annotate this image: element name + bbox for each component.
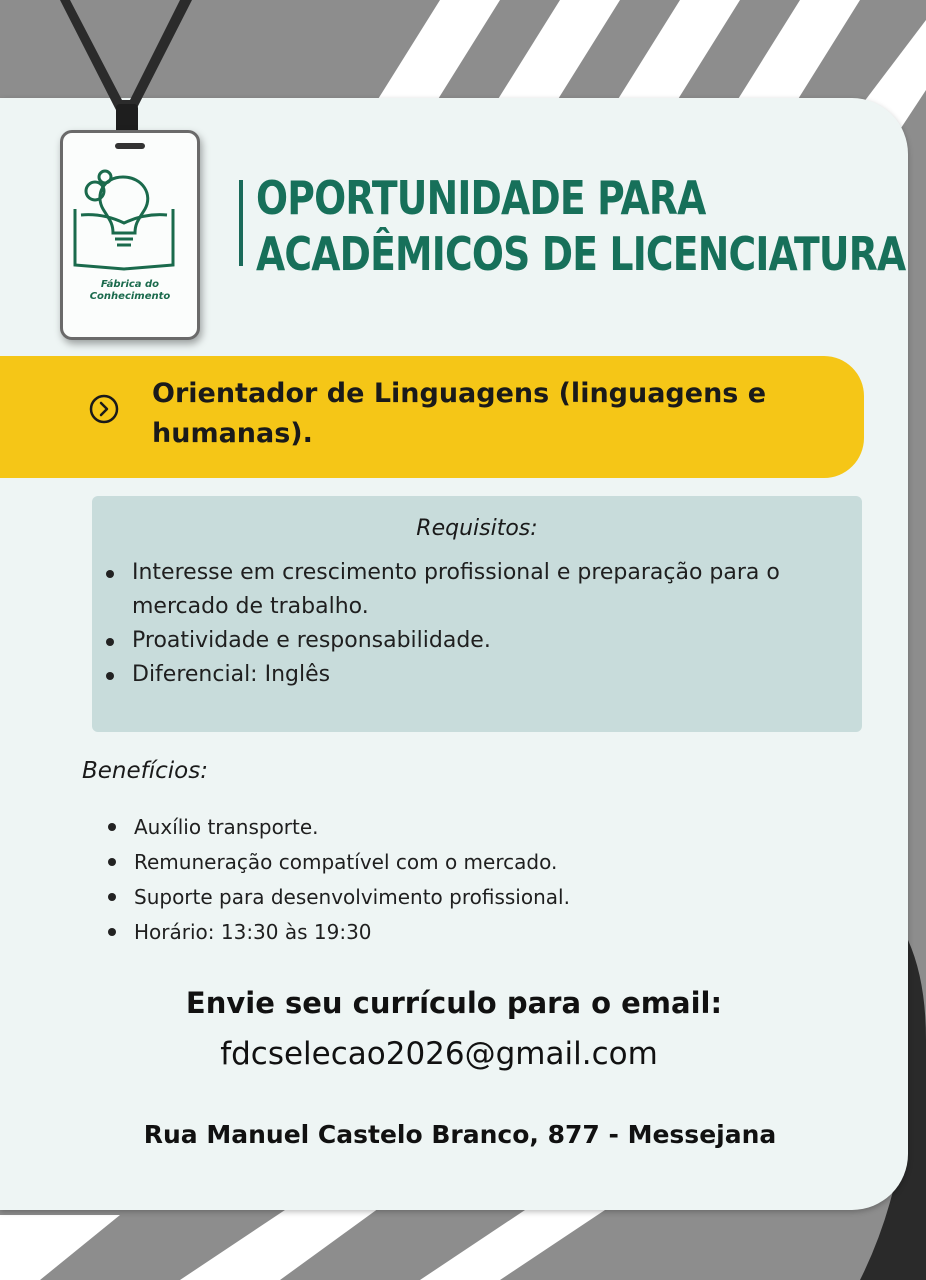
address-text: Rua Manuel Castelo Branco, 877 - Messejana [143, 1120, 777, 1149]
benefits-list [108, 810, 808, 950]
list-item: Horário: 13:30 às 19:30 [108, 915, 808, 950]
page-title [256, 170, 906, 282]
list-item: Proatividade e responsabilidade. [106, 624, 826, 658]
requirements-box [92, 496, 862, 732]
title-line-2: ACADÊMICOS DE LICENCIATURA [256, 227, 906, 281]
cta-text: Envie seu currículo para o email: [185, 986, 723, 1020]
position-title: Orientador de Linguagens (linguagens e humanas). [152, 378, 767, 449]
list-item: Interesse em crescimento profissional e preparação para o mercado de trabalho. [106, 556, 826, 624]
contact-email: fdcselecao2026@gmail.com [220, 1036, 658, 1072]
id-badge [60, 130, 200, 340]
list-item: Auxílio transporte. [108, 810, 808, 845]
title-accent-bar [239, 180, 243, 266]
list-item: Remuneração compatível com o mercado. [108, 845, 808, 880]
benefits-title: Benefícios: [82, 758, 208, 784]
badge-slot [115, 143, 145, 149]
logo-text-line1: Fábrica do [100, 279, 160, 290]
list-item: Suporte para desenvolvimento profissional. [108, 880, 808, 915]
requirements-list [106, 556, 826, 692]
requirements-title: Requisitos: [416, 516, 538, 541]
logo-text-line2: Conhecimento [89, 291, 171, 302]
title-line-1: OPORTUNIDADE PARA [256, 171, 706, 225]
list-item: Diferencial: Inglês [106, 658, 826, 692]
chevron-right-circle-icon [89, 394, 119, 424]
